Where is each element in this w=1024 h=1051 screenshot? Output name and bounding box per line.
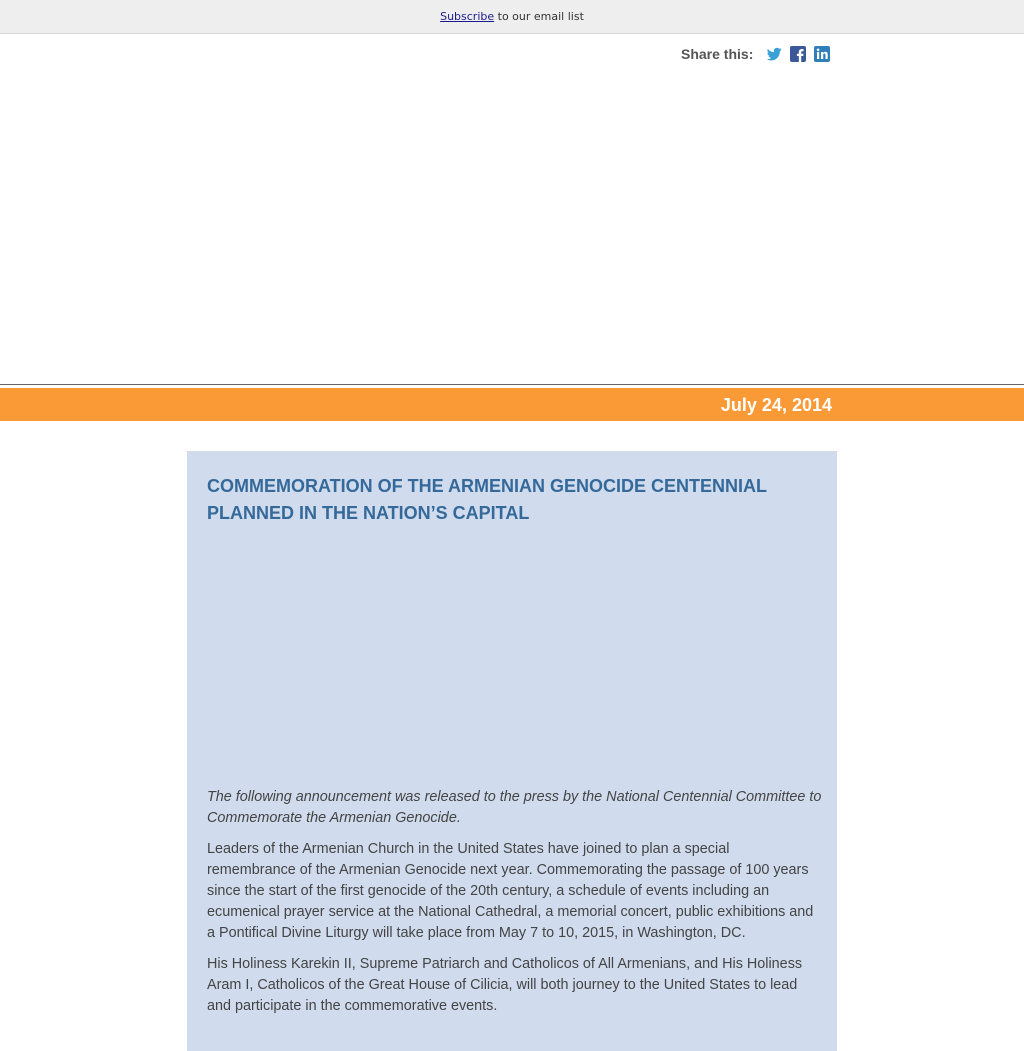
facebook-icon[interactable] xyxy=(789,45,807,63)
subscribe-bar xyxy=(0,0,1024,34)
twitter-icon[interactable] xyxy=(765,45,783,63)
share-bar xyxy=(681,44,837,64)
article-paragraph: Leaders of the Armenian Church in the United States have joined to plan a special remembrance of the Armenian Genocide next year. Commemorating the passage of 100 years since the start of the first genocide of the 20th century, a schedule of events including an ecumenical prayer service at the National Cathedral, a memorial concert, public exhibitions and a Pontifical Divine Liturgy will take place from May 7 to 10, 2015, in Washington, DC. xyxy=(207,841,814,941)
linkedin-icon[interactable] xyxy=(813,45,831,63)
article-body xyxy=(207,787,822,1027)
subscribe-text: to our email list xyxy=(494,10,584,23)
subscribe-link[interactable]: Subscribe xyxy=(440,10,495,23)
article-headline: COMMEMORATION OF THE ARMENIAN GENOCIDE CENTENNIAL PLANNED IN THE NATION’S CAPITAL xyxy=(207,476,767,523)
header-divider xyxy=(0,384,1024,385)
share-label: Share this: xyxy=(681,46,754,62)
date-bar xyxy=(0,388,1024,421)
article-paragraph: His Holiness Karekin II, Supreme Patriarch and Catholicos of All Armenians, and His Holiness Aram I, Catholicos of the Great House of Cilicia, will both journey to the United States to lead and participate in the commemorative events. xyxy=(207,956,803,1014)
issue-date: July 24, 2014 xyxy=(720,395,832,415)
article-intro: The following announcement was released to the press by the National Centennial Committee to Commemorate the Armenian Genocide. xyxy=(207,789,822,826)
article-card xyxy=(187,451,837,1051)
